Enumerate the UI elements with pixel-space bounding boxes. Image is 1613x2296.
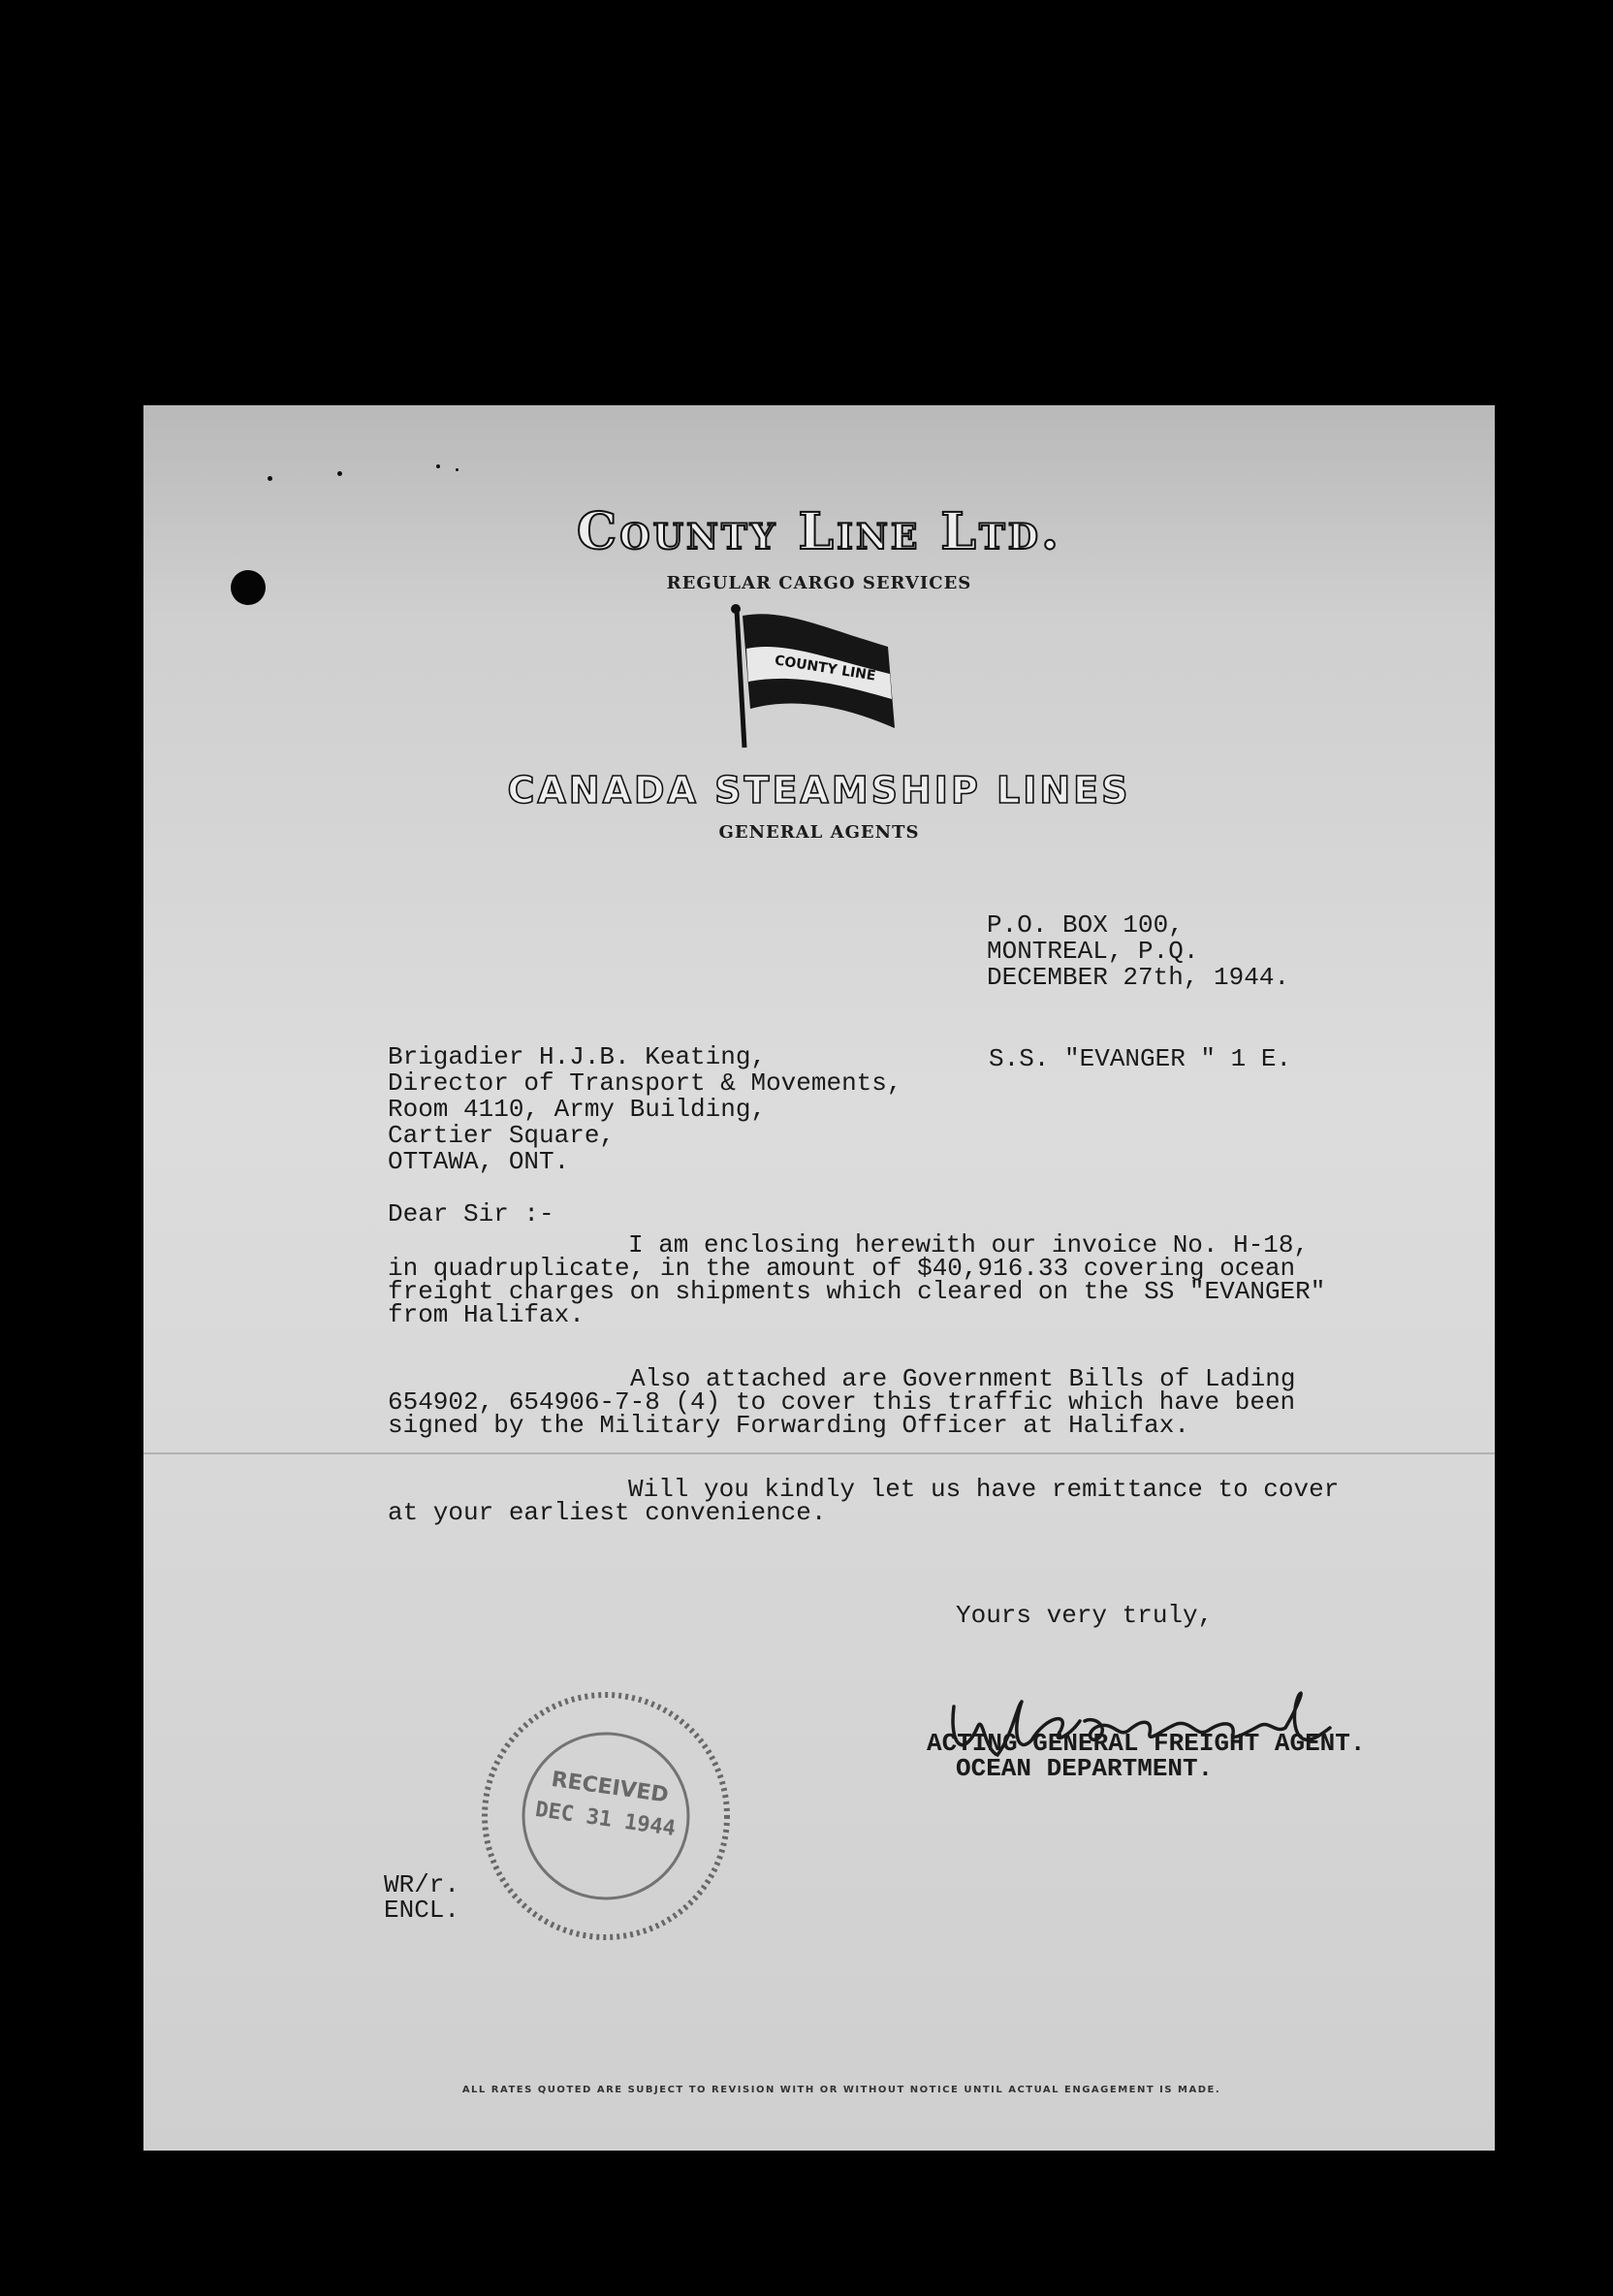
body-line: Will you kindly let us have remittance to cover	[628, 1475, 1340, 1504]
footer-disclaimer: ALL RATES QUOTED ARE SUBJECT TO REVISION WITH OR WITHOUT NOTICE UNTIL ACTUAL ENGAGEMENT IS MADE.	[461, 2085, 1221, 2095]
speck	[436, 464, 440, 468]
body-line: at your earliest convenience.	[388, 1498, 827, 1527]
company-tagline: REGULAR CARGO SERVICES	[666, 573, 972, 593]
body-line: I am enclosing herewith our invoice No. H-18,	[628, 1230, 1310, 1260]
flag-logo-icon	[725, 604, 909, 749]
signatory-department: OCEAN DEPARTMENT.	[956, 1754, 1214, 1783]
agent-role: GENERAL AGENTS	[718, 822, 920, 843]
sender-city: MONTREAL, P.Q.	[987, 937, 1199, 966]
fold-line	[143, 1452, 1495, 1454]
letter-page	[143, 405, 1495, 2151]
speck	[337, 471, 342, 476]
salutation: Dear Sir :-	[388, 1199, 554, 1228]
body-line: from Halifax.	[388, 1300, 585, 1329]
signatory-title: ACTING GENERAL FREIGHT AGENT.	[927, 1729, 1366, 1758]
closing: Yours very truly,	[956, 1601, 1214, 1630]
body-line: signed by the Military Forwarding Officer at Halifax.	[388, 1411, 1189, 1440]
agent-company: CANADA STEAMSHIP LINES	[507, 769, 1131, 812]
speck	[456, 468, 459, 471]
recipient-name: Brigadier H.J.B. Keating,	[388, 1042, 767, 1071]
letter-date: DECEMBER 27th, 1944.	[987, 963, 1290, 992]
flag-label: COUNTY LINE	[773, 653, 877, 685]
ship-reference: S.S. "EVANGER " 1 E.	[989, 1044, 1292, 1073]
speck	[268, 476, 272, 481]
recipient-room: Room 4110, Army Building,	[388, 1095, 767, 1124]
sender-po-box: P.O. BOX 100,	[987, 910, 1184, 940]
recipient-city: OTTAWA, ONT.	[388, 1147, 570, 1176]
body-line: in quadruplicate, in the amount of $40,916.33 covering ocean	[388, 1254, 1296, 1283]
body-line: Also attached are Government Bills of Lading	[630, 1364, 1296, 1393]
typist-initials: WR/r.	[384, 1870, 460, 1899]
body-line: 654902, 654906-7-8 (4) to cover this traffic which have been	[388, 1387, 1296, 1417]
stamp-word: RECEIVED	[550, 1767, 671, 1808]
company-name: County Line Ltd.	[576, 502, 1062, 561]
stamp-date: DEC 31 1944	[533, 1797, 678, 1841]
received-stamp	[475, 1685, 737, 1947]
recipient-title: Director of Transport & Movements,	[388, 1068, 902, 1098]
enclosure-note: ENCL.	[384, 1896, 460, 1925]
body-line: freight charges on shipments which cleared on the SS "EVANGER"	[388, 1277, 1326, 1306]
recipient-street: Cartier Square,	[388, 1121, 616, 1150]
